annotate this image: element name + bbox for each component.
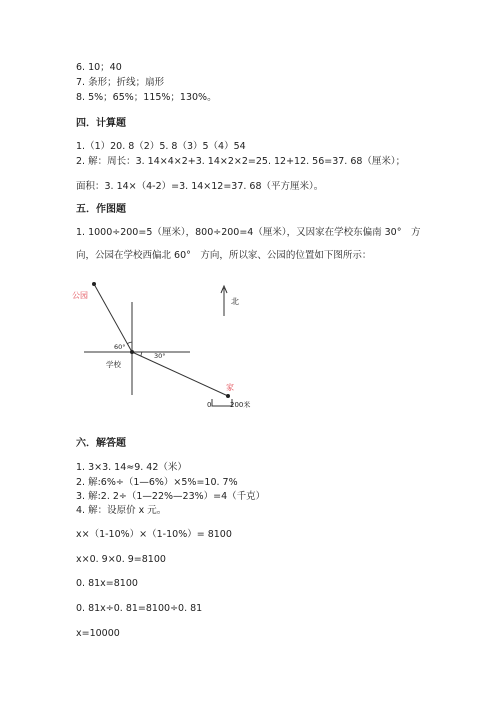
section-6-line-8: 0. 81x÷0. 81=8100÷0. 81 — [76, 603, 203, 614]
section-5-line-2: 向，公园在学校西偏北 60° 方向，所以家、公园的位置如下图所示： — [76, 250, 372, 261]
section-6-line-2: 2. 解:6%÷（1—6%）×5%=10. 7% — [76, 477, 238, 488]
school-point — [130, 350, 134, 354]
school-to-park-line — [94, 284, 132, 352]
park-label: 公园 — [72, 291, 88, 300]
school-to-home-line — [132, 352, 228, 396]
section-4-heading: 四．计算题 — [76, 118, 126, 129]
location-diagram — [70, 280, 270, 410]
section-5-heading: 五．作图题 — [76, 204, 126, 215]
section-4-line-1: 1.（1）20. 8（2）5. 8（3）5（4）54 — [76, 141, 246, 152]
section-6-line-7: 0. 81x=8100 — [76, 578, 138, 589]
section-6-heading: 六．解答题 — [76, 438, 126, 449]
section-6-line-6: x×0. 9×0. 9=8100 — [76, 554, 166, 565]
section-5-line-1: 1. 1000÷200=5（厘米），800÷200=4（厘米），又因家在学校东偏南 30° 方 — [76, 227, 421, 238]
park-point — [92, 282, 96, 286]
section-6-line-5: x×（1-10%）×（1-10%）= 8100 — [76, 529, 232, 540]
scale-bar — [212, 399, 232, 406]
section-6-line-1: 1. 3×3. 14≈9. 42（米） — [76, 462, 187, 473]
section-6-line-3: 3. 解:2. 2÷（1—22%—23%）=4（千克） — [76, 491, 266, 502]
section-6-line-4: 4. 解：设原价 x 元。 — [76, 505, 167, 516]
angle-30-arc — [141, 352, 142, 356]
answer-line-6: 6. 10；40 — [76, 62, 122, 73]
home-point — [226, 394, 230, 398]
scale-label: 200米 — [230, 401, 251, 409]
angle-30-label: 30° — [154, 352, 166, 360]
angle-60-label: 60° — [114, 343, 126, 351]
scale-zero-label: 0 — [207, 401, 212, 409]
answer-line-7: 7. 条形；折线；扇形 — [76, 77, 165, 88]
home-label: 家 — [226, 383, 234, 392]
answer-line-8: 8. 5%；65%；115%；130%。 — [76, 92, 217, 103]
north-label: 北 — [231, 297, 239, 306]
section-6-line-9: x=10000 — [76, 628, 120, 639]
angle-60-arc — [128, 342, 133, 344]
section-4-line-2: 2. 解：周长：3. 14×4×2+3. 14×2×2=25. 12+12. 56=37. 68（厘米）； — [76, 156, 406, 167]
section-4-line-3: 面积：3. 14×（4-2）=3. 14×12=37. 68（平方厘米）。 — [76, 181, 324, 192]
school-label: 学校 — [106, 360, 121, 369]
